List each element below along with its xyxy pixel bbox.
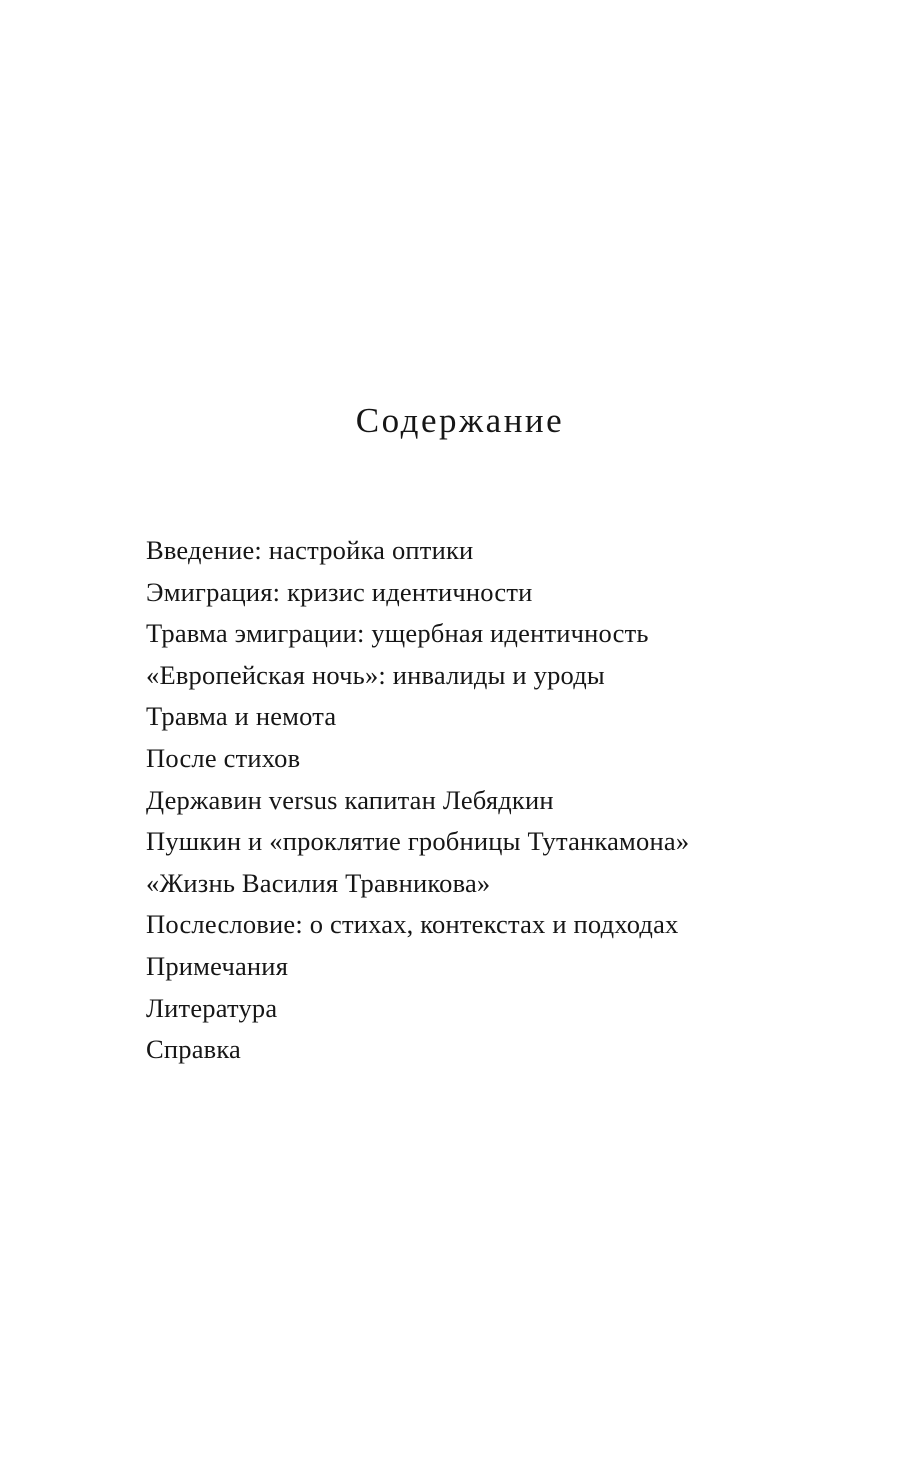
toc-entry-travnikov-life: «Жизнь Василия Травникова» (146, 867, 491, 898)
toc-entry-reference: Справка (146, 1034, 242, 1065)
toc-entry-emigration-crisis: Эмиграция: кризис идентичности (146, 576, 533, 607)
toc-entry-european-night: «Европейская ночь»: инвалиды и уроды (146, 659, 605, 690)
toc-entry-notes: Примечания (146, 950, 289, 981)
toc-entry-after-poems: После стихов (146, 742, 301, 773)
toc-entry-trauma-and-muteness: Травма и немота (146, 701, 337, 732)
toc-entry-introduction: Введение: настройка оптики (146, 535, 474, 565)
toc-entry-derzhavin-versus-lebyadkin: Державин versus капитан Лебядкин (146, 784, 554, 815)
table-of-contents (146, 530, 866, 1071)
toc-entry-literature: Литература (146, 992, 278, 1023)
toc-entry-pushkin-tutankhamun: Пушкин и «проклятие гробницы Тутанкамона» (146, 826, 690, 857)
toc-entry-emigration-trauma: Травма эмиграции: ущербная идентичность (146, 618, 649, 649)
page-title: Содержание (355, 401, 565, 440)
toc-entry-afterword: Послесловие: о стихах, контекстах и подходах (146, 909, 679, 940)
